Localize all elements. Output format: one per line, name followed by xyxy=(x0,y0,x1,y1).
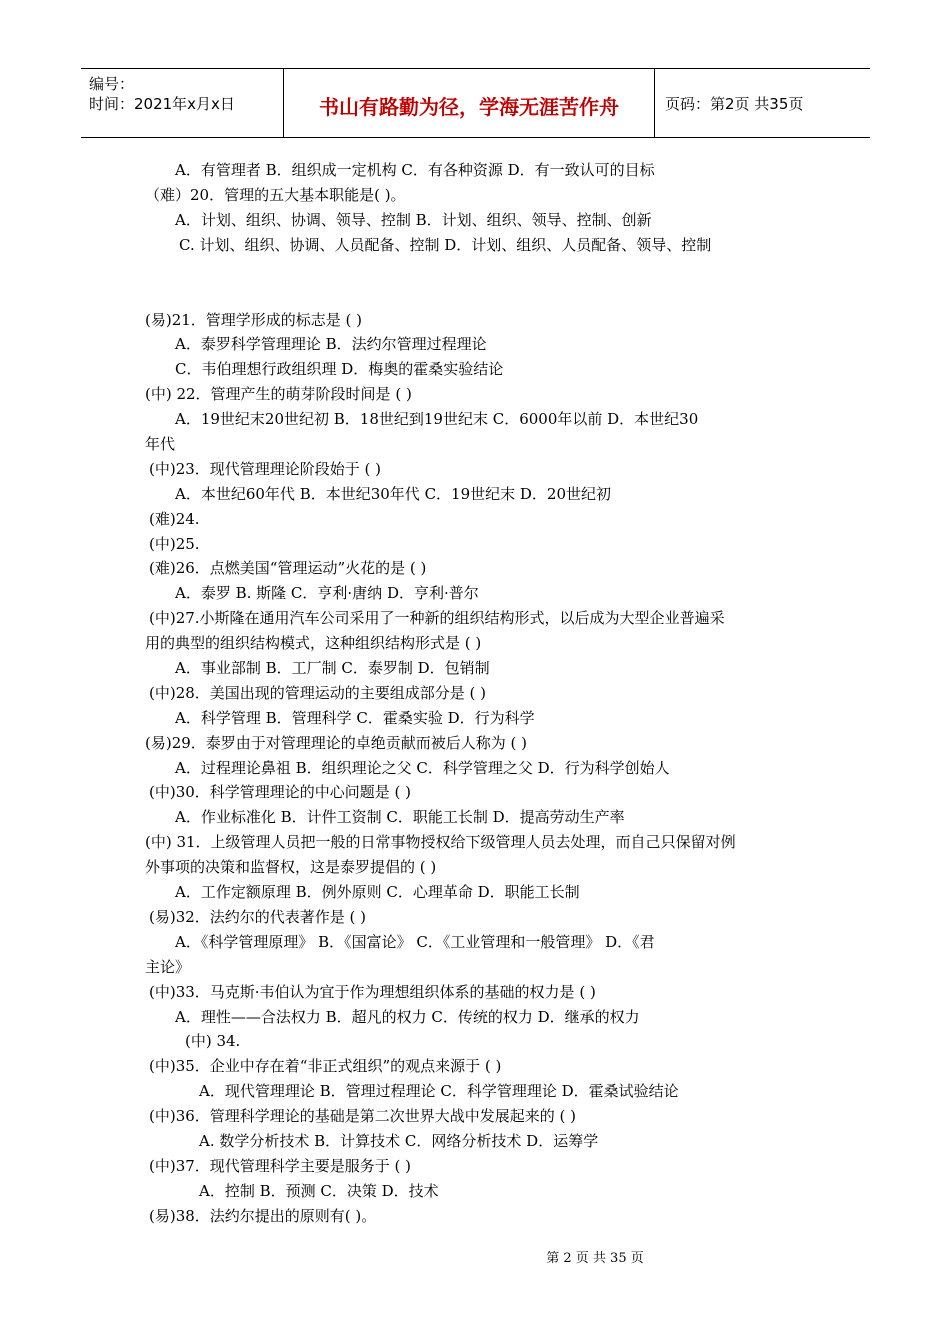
time-label: 时间：2021年x月x日 xyxy=(89,95,235,113)
text-line: A．泰罗 B. 斯隆 C．亨利·唐纳 D．亨利·普尔 xyxy=(175,584,479,603)
text-line: (易)21．管理学形成的标志是 ( ) xyxy=(145,310,363,329)
text-line: (易)32．法约尔的代表著作是 ( ) xyxy=(149,907,367,926)
text-line: 主论》 xyxy=(145,957,191,976)
header-meta-cell xyxy=(81,69,284,137)
page-footer: 第 2 页 共 35 页 xyxy=(546,1251,644,1266)
text-line: A．过程理论鼻祖 B．组织理论之父 C．科学管理之父 D．行为科学创始人 xyxy=(175,758,670,777)
text-line: (中)27.小斯隆在通用汽车公司采用了一种新的组织结构形式，以后成为大型企业普遍采 xyxy=(149,609,725,628)
text-line: (难)26．点燃美国“管理运动”火花的是 ( ) xyxy=(149,559,427,578)
text-line: (中)33．马克斯·韦伯认为宜于作为理想组织体系的基础的权力是 ( ) xyxy=(149,982,596,1001)
text-line: A．科学管理 B．管理科学 C．霍桑实验 D．行为科学 xyxy=(175,708,535,727)
text-line: A．理性——合法权力 B．超凡的权力 C．传统的权力 D．继承的权力 xyxy=(175,1007,640,1026)
text-line: (中) 31．上级管理人员把一般的日常事物授权给下级管理人员去处理，而自己只保留对例 xyxy=(145,833,736,852)
text-line: (中)36．管理科学理论的基础是第二次世界大战中发展起来的 ( ) xyxy=(149,1107,577,1126)
text-line: (中)25. xyxy=(149,534,200,553)
text-line: C. 计划、组织、协调、人员配备、控制 D．计划、组织、人员配备、领导、控制 xyxy=(179,235,712,254)
text-line: 用的典型的组织结构模式，这种组织结构形式是 ( ) xyxy=(145,634,482,653)
text-line: (中) 22．管理产生的萌芽阶段时间是 ( ) xyxy=(145,385,412,404)
text-line: A．事业部制 B．工厂制 C．泰罗制 D．包销制 xyxy=(175,659,490,678)
text-line: (易)29．泰罗由于对管理理论的卓绝贡献而被后人称为 ( ) xyxy=(145,733,528,752)
text-line: A. 数学分析技术 B．计算技术 C．网络分析技术 D．运筹学 xyxy=(199,1131,599,1150)
text-line: A．工作定额原理 B．例外原则 C．心理革命 D．职能工长制 xyxy=(175,883,580,902)
text-line: (中) 34. xyxy=(185,1032,241,1051)
text-line: (难)24. xyxy=(149,509,200,528)
text-line: A．现代管理理论 B．管理过程理论 C．科学管理理论 D．霍桑试验结论 xyxy=(199,1082,679,1101)
number-label: 编号： xyxy=(89,75,135,93)
text-line: C．韦伯理想行政组织理 D．梅奥的霍桑实验结论 xyxy=(175,360,504,379)
text-line: A．计划、组织、协调、领导、控制 B．计划、组织、领导、控制、创新 xyxy=(175,210,652,229)
question-list xyxy=(145,158,815,1229)
page-code: 页码：第2页 共35页 xyxy=(665,95,804,113)
text-line: (中)28．美国出现的管理运动的主要组成部分是 ( ) xyxy=(149,683,487,702)
text-line: 年代 xyxy=(145,435,176,454)
motto-text: 书山有路勤为径，学海无涯苦作舟 xyxy=(319,95,619,119)
text-line: A．19世纪末20世纪初 B．18世纪到19世纪末 C．6000年以前 D．本世纪30 xyxy=(175,410,699,429)
text-line: A．《科学管理原理》 B．《国富论》 C．《工业管理和一般管理》 D．《君 xyxy=(175,932,655,951)
text-line: A．泰罗科学管理理论 B．法约尔管理过程理论 xyxy=(175,335,487,354)
text-line: (中)37．现代管理科学主要是服务于 ( ) xyxy=(149,1156,412,1175)
spacer xyxy=(145,258,815,308)
header-page-cell xyxy=(655,69,870,137)
text-line: A．作业标准化 B．计件工资制 C．职能工长制 D．提高劳动生产率 xyxy=(175,808,625,827)
text-line: (易)38．法约尔提出的原则有( )。 xyxy=(149,1206,377,1225)
document-header xyxy=(81,68,870,138)
text-line: 外事项的决策和监督权，这是泰罗提倡的 ( ) xyxy=(145,858,437,877)
text-line: (中)23．现代管理理论阶段始于 ( ) xyxy=(149,459,382,478)
text-line: A．本世纪60年代 B．本世纪30年代 C．19世纪末 D．20世纪初 xyxy=(175,484,612,503)
text-line: A．控制 B．预测 C．决策 D．技术 xyxy=(199,1181,439,1200)
text-line: （难）20．管理的五大基本职能是( )。 xyxy=(145,185,406,204)
header-motto-cell xyxy=(284,69,655,137)
text-line: A．有管理者 B．组织成一定机构 C．有各种资源 D．有一致认可的目标 xyxy=(175,161,655,179)
text-line: (中)30．科学管理理论的中心问题是 ( ) xyxy=(149,783,412,802)
text-line: (中)35．企业中存在着“非正式组织”的观点来源于 ( ) xyxy=(149,1057,502,1076)
